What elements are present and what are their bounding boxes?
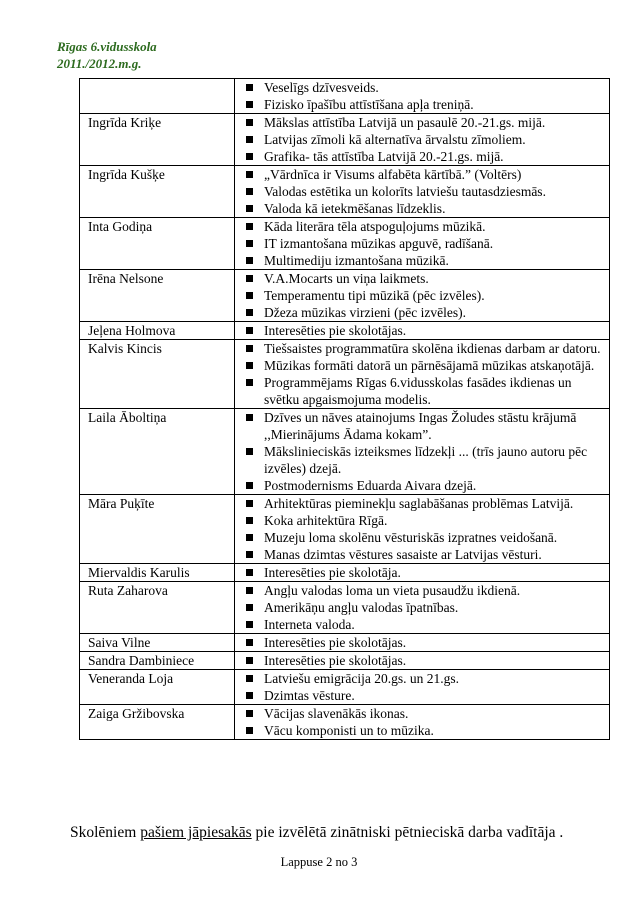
topics-cell [235, 79, 610, 114]
teacher-name: Ingrīda Kriķe [80, 114, 235, 166]
footer-note [70, 824, 563, 842]
square-bullet-icon [246, 119, 253, 126]
table-row [80, 322, 610, 340]
topic-list [241, 322, 607, 339]
school-year: 2011./2012.m.g. [57, 56, 142, 71]
list-item [241, 357, 607, 374]
list-item [241, 652, 607, 669]
square-bullet-icon [246, 710, 253, 717]
topic-text: Interesēties pie skolotājas. [264, 635, 407, 650]
topics-cell [235, 114, 610, 166]
square-bullet-icon [246, 188, 253, 195]
list-item [241, 270, 607, 287]
list-item [241, 322, 607, 339]
topic-text: Veselīgs dzīvesveids. [264, 80, 379, 95]
square-bullet-icon [246, 569, 253, 576]
topic-text: Vācu komponisti un to mūzika. [264, 723, 434, 738]
square-bullet-icon [246, 327, 253, 334]
topic-text: Latviešu emigrācija 20.gs. un 21.gs. [264, 671, 459, 686]
list-item [241, 340, 607, 357]
table-row [80, 340, 610, 409]
list-item [241, 96, 607, 113]
topics-cell [235, 495, 610, 564]
table-row [80, 218, 610, 270]
list-item [241, 166, 607, 183]
square-bullet-icon [246, 292, 253, 299]
list-item [241, 235, 607, 252]
topic-text: Mākslas attīstība Latvijā un pasaulē 20.-21.gs. mijā. [264, 115, 546, 130]
topic-list [241, 705, 607, 739]
list-item [241, 304, 607, 321]
document-header [57, 38, 157, 72]
teacher-name: Inta Godiņa [80, 218, 235, 270]
square-bullet-icon [246, 84, 253, 91]
topic-text: Angļu valodas loma un vieta pusaudžu ikdienā. [264, 583, 521, 598]
topic-text: Koka arhitektūra Rīgā. [264, 513, 388, 528]
topic-text: Dzimtas vēsture. [264, 688, 355, 703]
square-bullet-icon [246, 500, 253, 507]
square-bullet-icon [246, 551, 253, 558]
topic-text: Interesēties pie skolotājas. [264, 323, 407, 338]
square-bullet-icon [246, 727, 253, 734]
topic-text: Grafika- tās attīstība Latvijā 20.-21.gs. mijā. [264, 149, 504, 164]
teacher-name: Irēna Nelsone [80, 270, 235, 322]
topic-list [241, 218, 607, 269]
list-item [241, 131, 607, 148]
list-item [241, 477, 607, 494]
topic-text: Valodas estētika un kolorīts latviešu tautasdziesmās. [264, 184, 546, 199]
list-item [241, 495, 607, 512]
topics-cell [235, 564, 610, 582]
table-row [80, 270, 610, 322]
school-name: Rīgas 6.vidusskola [57, 39, 157, 54]
topic-text: Kāda literāra tēla atspoguļojums mūzikā. [264, 219, 486, 234]
topic-text: Tiešsaistes programmatūra skolēna ikdienas darbam ar datoru. [264, 341, 601, 356]
list-item [241, 564, 607, 581]
topic-list [241, 582, 607, 633]
topics-cell [235, 705, 610, 740]
teacher-name: Ingrīda Kušķe [80, 166, 235, 218]
square-bullet-icon [246, 448, 253, 455]
topic-text: Muzeju loma skolēnu vēsturiskās izpratnes veidošanā. [264, 530, 558, 545]
topic-list [241, 114, 607, 165]
list-item [241, 582, 607, 599]
table-row [80, 634, 610, 652]
list-item [241, 287, 607, 304]
supervisors-table [79, 78, 610, 740]
square-bullet-icon [246, 692, 253, 699]
square-bullet-icon [246, 101, 253, 108]
topic-text: Multimediju izmantošana mūzikā. [264, 253, 449, 268]
topic-list [241, 652, 607, 669]
square-bullet-icon [246, 675, 253, 682]
list-item [241, 79, 607, 96]
square-bullet-icon [246, 657, 253, 664]
topic-text: Mākslinieciskās izteiksmes līdzekļi ... (trīs jauno autoru pēc izvēles) dzejā. [264, 444, 588, 476]
square-bullet-icon [246, 639, 253, 646]
topic-text: Postmodernisms Eduarda Aivara dzejā. [264, 478, 477, 493]
topic-text: Dzīves un nāves atainojums Ingas Žoludes stāstu krājumā ,,Mierinājums Ādama kokam”. [264, 410, 577, 442]
square-bullet-icon [246, 482, 253, 489]
square-bullet-icon [246, 257, 253, 264]
list-item [241, 634, 607, 651]
footer-note-start: Skolēniem [70, 824, 141, 841]
topics-cell [235, 670, 610, 705]
topic-text: Latvijas zīmoli kā alternatīva ārvalstu zīmoliem. [264, 132, 526, 147]
square-bullet-icon [246, 604, 253, 611]
topics-cell [235, 322, 610, 340]
square-bullet-icon [246, 240, 253, 247]
table-row [80, 652, 610, 670]
list-item [241, 114, 607, 131]
footer-note-underlined: pašiem jāpiesakās [140, 824, 252, 841]
square-bullet-icon [246, 517, 253, 524]
topics-cell [235, 340, 610, 409]
list-item [241, 616, 607, 633]
list-item [241, 218, 607, 235]
topic-list [241, 634, 607, 651]
square-bullet-icon [246, 362, 253, 369]
list-item [241, 512, 607, 529]
list-item [241, 599, 607, 616]
topic-text: Vācijas slavenākās ikonas. [264, 706, 409, 721]
topics-cell [235, 166, 610, 218]
topics-cell [235, 270, 610, 322]
topic-list [241, 564, 607, 581]
square-bullet-icon [246, 621, 253, 628]
topic-text: Programmējams Rīgas 6.vidusskolas fasādes ikdienas un svētku apgaismojuma modelis. [264, 375, 572, 407]
list-item [241, 183, 607, 200]
list-item [241, 374, 607, 408]
square-bullet-icon [246, 534, 253, 541]
topic-text: Valoda kā ietekmēšanas līdzeklis. [264, 201, 446, 216]
square-bullet-icon [246, 587, 253, 594]
table-row [80, 495, 610, 564]
list-item [241, 546, 607, 563]
topics-cell [235, 582, 610, 634]
teacher-name: Laila Āboltiņa [80, 409, 235, 495]
topic-text: Mūzikas formāti datorā un pārnēsājamā mūzikas atskaņotājā. [264, 358, 595, 373]
topic-text: V.A.Mocarts un viņa laikmets. [264, 271, 429, 286]
topic-list [241, 79, 607, 113]
list-item [241, 148, 607, 165]
topic-text: Interesēties pie skolotāja. [264, 565, 401, 580]
square-bullet-icon [246, 345, 253, 352]
list-item [241, 722, 607, 739]
topic-text: IT izmantošana mūzikas apguvē, radīšanā. [264, 236, 494, 251]
topic-list [241, 340, 607, 408]
teacher-name: Kalvis Kincis [80, 340, 235, 409]
table-row [80, 705, 610, 740]
table-row [80, 582, 610, 634]
table-row [80, 670, 610, 705]
topic-list [241, 495, 607, 563]
table-row [80, 564, 610, 582]
topic-text: Manas dzimtas vēstures sasaiste ar Latvijas vēsturi. [264, 547, 542, 562]
table-row [80, 166, 610, 218]
teacher-name: Zaiga Gržibovska [80, 705, 235, 740]
teacher-name: Jeļena Holmova [80, 322, 235, 340]
topic-list [241, 270, 607, 321]
teacher-name [80, 79, 235, 114]
teacher-name: Saiva Vilne [80, 634, 235, 652]
topics-cell [235, 218, 610, 270]
list-item [241, 443, 607, 477]
square-bullet-icon [246, 136, 253, 143]
topic-text: Arhitektūras pieminekļu saglabāšanas problēmas Latvijā. [264, 496, 574, 511]
topic-list [241, 670, 607, 704]
topics-cell [235, 652, 610, 670]
page-number: Lappuse 2 no 3 [280, 855, 358, 869]
square-bullet-icon [246, 309, 253, 316]
teacher-name: Māra Puķīte [80, 495, 235, 564]
square-bullet-icon [246, 275, 253, 282]
table-row [80, 79, 610, 114]
square-bullet-icon [246, 223, 253, 230]
topics-cell [235, 634, 610, 652]
table-row [80, 409, 610, 495]
list-item [241, 409, 607, 443]
list-item [241, 529, 607, 546]
topic-text: Džeza mūzikas virzieni (pēc izvēles). [264, 305, 467, 320]
topic-text: Temperamentu tipi mūzikā (pēc izvēles). [264, 288, 485, 303]
list-item [241, 705, 607, 722]
topic-list [241, 409, 607, 494]
topic-text: „Vārdnīca ir Visums alfabēta kārtībā.” (Voltērs) [264, 167, 522, 182]
list-item [241, 687, 607, 704]
teacher-name: Ruta Zaharova [80, 582, 235, 634]
teacher-name: Sandra Dambiniece [80, 652, 235, 670]
square-bullet-icon [246, 171, 253, 178]
list-item [241, 200, 607, 217]
teacher-name: Miervaldis Karulis [80, 564, 235, 582]
topic-list [241, 166, 607, 217]
footer-note-end: pie izvēlētā zinātniski pētnieciskā darba vadītāja . [251, 824, 564, 841]
list-item [241, 252, 607, 269]
teacher-name: Veneranda Loja [80, 670, 235, 705]
table-body [80, 79, 610, 740]
topic-text: Interneta valoda. [264, 617, 355, 632]
square-bullet-icon [246, 205, 253, 212]
topic-text: Amerikāņu angļu valodas īpatnības. [264, 600, 459, 615]
list-item [241, 670, 607, 687]
square-bullet-icon [246, 153, 253, 160]
topic-text: Fizisko īpašību attīstīšana apļa treniņā. [264, 97, 474, 112]
topic-text: Interesēties pie skolotājas. [264, 653, 407, 668]
square-bullet-icon [246, 414, 253, 421]
table-row [80, 114, 610, 166]
square-bullet-icon [246, 379, 253, 386]
topics-cell [235, 409, 610, 495]
